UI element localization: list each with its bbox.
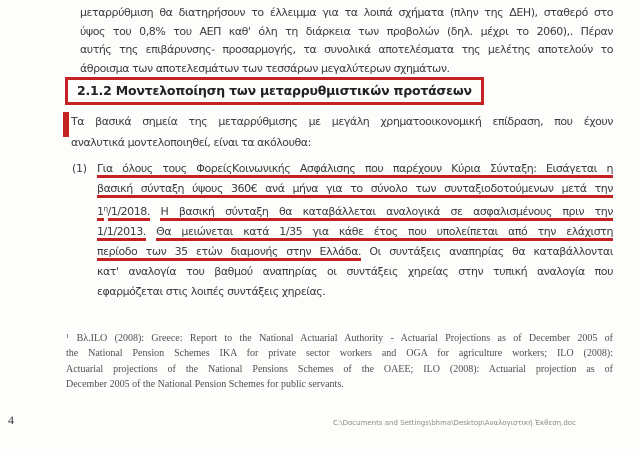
text-segment: 1 [66,333,70,340]
text-line [97,262,613,282]
text-line [97,242,613,262]
text-segment: Actuarial projections of the National Pensions Schemes of the OAEE; ILO (2008): Actuarial projection as of [66,363,613,375]
red-underlined-text: Για όλους τους ΦορείςΚοινωνικής Ασφάλισης που παρέχουν Κύρια Σύνταξη: Εισάγεται η [97,162,613,178]
text-segment: ύψος του 0,8% του ΑΕΠ καθ' όλη τη διάρκεια των προβολών (δηλ. μέχρι το 2060),. Πέραν [80,24,613,38]
text-segment: Βλ.ILO (2008): Greece: Report to the National Actuarial Authority - Actuarial Projections as of December 2005 of [69,333,613,344]
red-underlined-text: 1 [97,205,104,221]
text-segment: μεταρρύθμιση θα διατηρήσουν το έλλειμμα για τα λοιπά σχήματα (πλην της ΔΕΗ), σταθερό στο [80,6,613,19]
red-underlined-text: /1/2018. [108,205,150,221]
red-underlined-text: Η βασική σύνταξη θα καταβάλλεται αναλογικά σε ασφαλισμένους πριν την [160,205,613,221]
section-heading: 2.1.2 Μοντελοποίηση των μεταρρυθμιστικών προτάσεων [77,83,472,98]
footer-file-path: C:\Documents and Settings\bhma\Desktop\Αναλογιστική Έκθεση.doc [333,419,576,427]
text-segment: εφαρμόζεται στις λοιπές συντάξεις χηρείας. [97,285,326,298]
text-line [80,41,613,60]
text-line [80,4,613,23]
text-line [66,329,613,346]
text-segment: αυτής της επιβάρυνσης- προσαρμογής, τα συνολικά αποτελέσματα της μελέτης αποτελούν το [80,43,613,56]
text-segment: Τα βασικά σημεία της μεταρρύθμισης με μεγάλη χρηματοοικονομική επίδραση, που έχουν [71,115,613,128]
text-line [97,179,613,199]
text-line [66,377,613,392]
list-item-marker: (1) [72,162,87,175]
list-item-1-text [97,159,613,302]
text-line [97,282,613,302]
text-line [66,362,613,377]
paragraph-continuation [80,4,613,78]
footnote [66,329,613,392]
text-segment: Οι συντάξεις αναπηρίας θα καταβάλλονται [369,245,613,258]
text-segment: κατ' αναλογία του βαθμού αναπηρίας οι συντάξεις χηρείας στην τυπική αναλογία που [97,265,613,278]
text-line [71,111,613,132]
red-margin-bar-annotation [63,112,69,137]
text-line [66,346,613,361]
intro-paragraph [71,111,613,153]
text-segment: άθροισμα των αποτελεσμάτων των τεσσάρων μεγαλύτερων σχημάτων. [80,61,450,75]
text-segment [146,225,156,238]
red-underlined-text: βασική σύνταξη ύψους 360€ ανά μήνα για το σύνολο των συνταξιοδοτούμενων μετά την [97,182,613,198]
text-line [97,159,613,179]
text-line [97,199,613,222]
text-segment: the National Pension Schemes IKA for private sector workers and OGA for agriculture workers; ILO (2008): [66,348,613,360]
red-underlined-text: η [103,205,108,213]
text-line [71,132,613,153]
text-segment: December 2005 of the National Pension Schemes for public servants. [66,378,344,390]
page-number: 4 [8,413,14,427]
text-segment [150,205,161,218]
text-segment: αναλυτικά μοντελοποιηθεί, είναι τα ακόλουθα: [71,136,311,149]
text-line [80,23,613,42]
section-heading-red-box [65,77,484,105]
text-line [80,60,613,79]
red-underlined-text: Θα μειώνεται κατά 1/35 για κάθε έτος που υπολείπεται από την ελάχιστη [156,225,613,241]
red-underlined-text: 1/1/2013. [97,225,146,241]
text-line [97,222,613,242]
red-underlined-text: περίοδο των 35 ετών διαμονής στην Ελλάδα. [97,245,361,261]
